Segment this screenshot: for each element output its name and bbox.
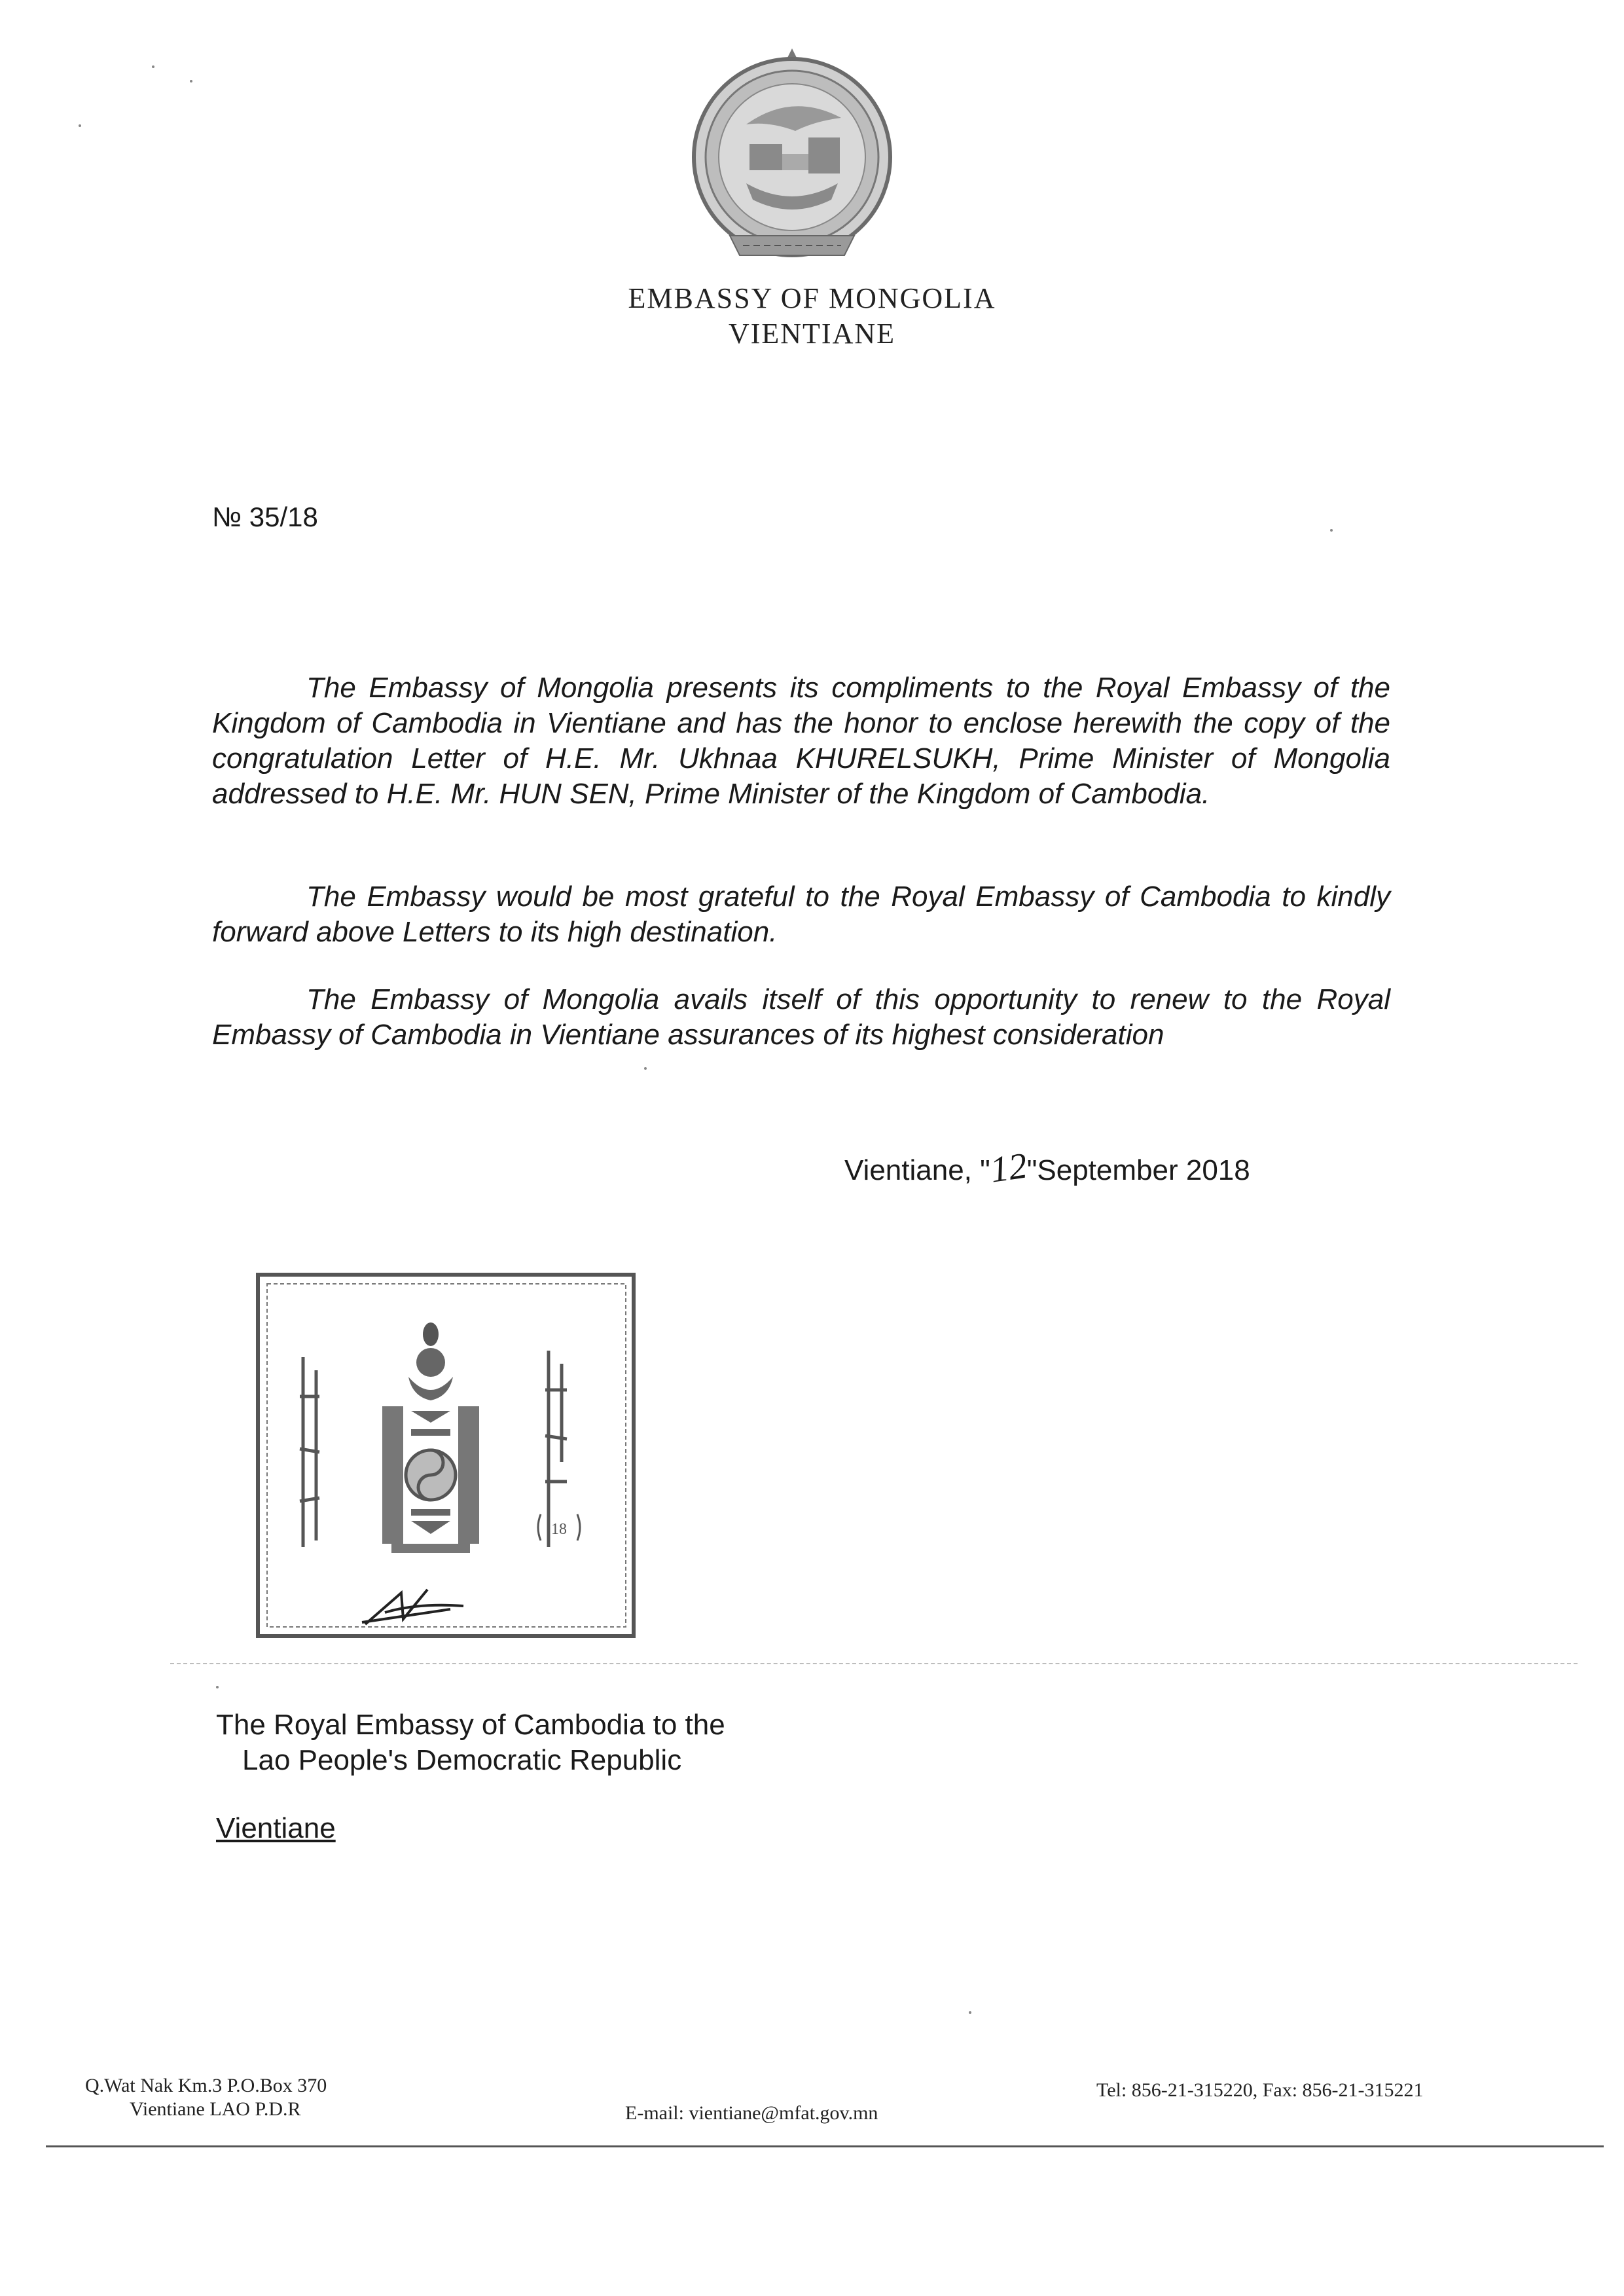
divider-line bbox=[170, 1663, 1578, 1664]
embassy-name: EMBASSY OF MONGOLIA bbox=[628, 282, 996, 314]
addressee bbox=[216, 1707, 725, 1778]
note-number: № 35/18 bbox=[212, 501, 318, 532]
footer-address-line-2: Vientiane LAO P.D.R bbox=[130, 2098, 301, 2120]
dateline bbox=[844, 1147, 1250, 1189]
footer-email: E-mail: vientiane@mfat.gov.mn bbox=[625, 2102, 878, 2124]
dateline-day: 12 bbox=[987, 1145, 1030, 1191]
dateline-quote-open: " bbox=[980, 1154, 990, 1186]
scan-speck bbox=[190, 80, 192, 82]
footer-address bbox=[85, 2074, 327, 2121]
scan-speck bbox=[969, 2011, 971, 2014]
scan-speck bbox=[79, 124, 81, 127]
addressee-line-2: Lao People's Democratic Republic bbox=[242, 1744, 682, 1776]
stamp-number: 18 bbox=[551, 1521, 567, 1538]
paragraph-1: The Embassy of Mongolia presents its compliments to the Royal Embassy of the Kingdom of Cambodia in Vientiane and has the honor to enclose herewith the copy of the congratulation Letter of H.E. Mr. Ukhnaa KHURELSUKH, Prime Minister of Mongolia addressed to H.E. Mr. HUN SEN, Prime Minister of the Kingdom of Cambodia. bbox=[212, 672, 1390, 810]
footer-rule bbox=[46, 2145, 1604, 2147]
dateline-city: Vientiane, bbox=[844, 1154, 981, 1186]
dateline-month-year: September 2018 bbox=[1037, 1154, 1250, 1186]
scan-speck bbox=[216, 1686, 219, 1688]
paragraph-3: The Embassy of Mongolia avails itself of this opportunity to renew to the Royal Embassy of Cambodia in Vientiane assurances of its highest consideration bbox=[212, 983, 1390, 1051]
embassy-city: VIENTIANE bbox=[728, 318, 896, 350]
addressee-city: Vientiane bbox=[216, 1812, 336, 1844]
scan-speck bbox=[152, 65, 154, 68]
scan-speck bbox=[644, 1067, 647, 1070]
mongolia-emblem-icon bbox=[684, 46, 900, 262]
embassy-stamp-icon bbox=[254, 1266, 640, 1642]
addressee-line-1: The Royal Embassy of Cambodia to the bbox=[216, 1709, 725, 1741]
footer-phone: Tel: 856-21-315220, Fax: 856-21-315221 bbox=[1096, 2079, 1424, 2101]
footer-address-line-1: Q.Wat Nak Km.3 P.O.Box 370 bbox=[85, 2075, 327, 2096]
dateline-quote-close: " bbox=[1026, 1154, 1038, 1186]
paragraph-2: The Embassy would be most grateful to the Royal Embassy of Cambodia to kindly forward above Letters to its high destination. bbox=[212, 881, 1390, 948]
scan-speck bbox=[1330, 529, 1333, 532]
